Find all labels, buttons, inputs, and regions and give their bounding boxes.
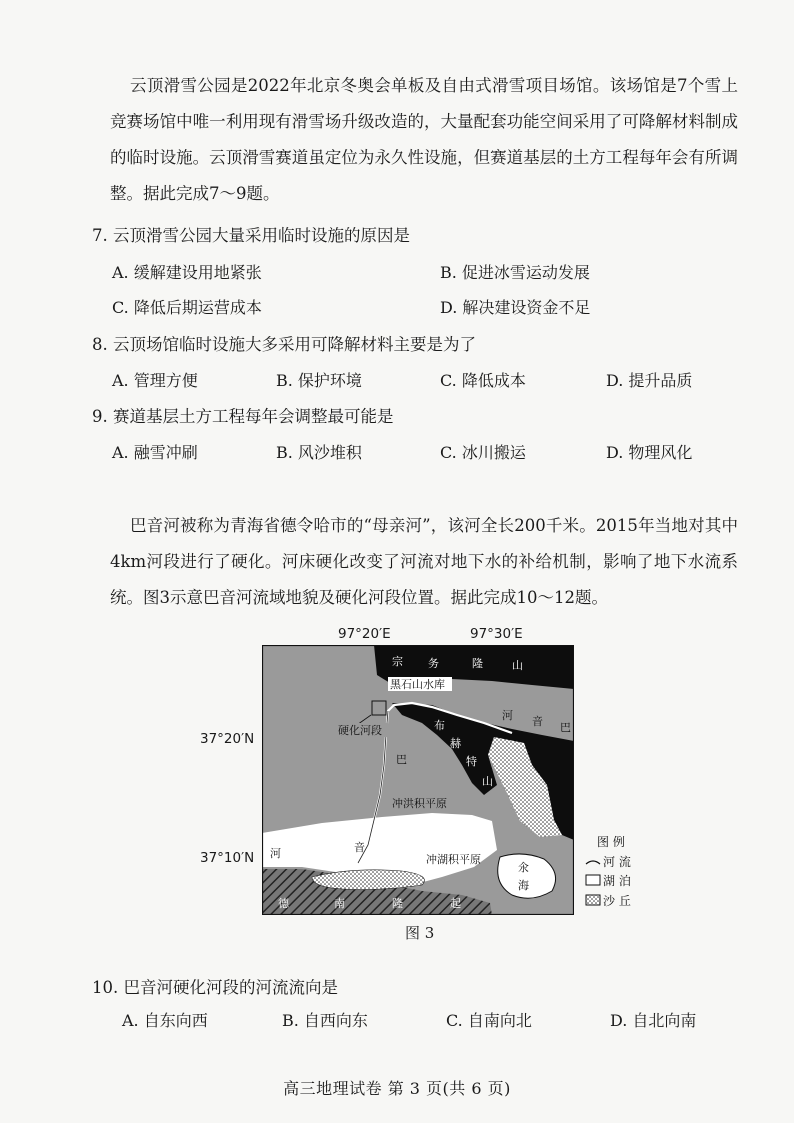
river-upper-char-2: 音: [532, 715, 543, 728]
q10-option-c: C. 自南向北: [446, 1011, 532, 1030]
q8-option-b: B. 保护环境: [276, 371, 362, 390]
legend-river-label: 河 流: [603, 855, 631, 869]
mtn-bh-char-4: 山: [482, 775, 493, 788]
bayin-river-map: [262, 645, 574, 915]
mtn-north-char-2: 务: [428, 657, 439, 670]
q10-option-b: B. 自西向东: [282, 1011, 368, 1030]
q7-option-d: D. 解决建设资金不足: [440, 298, 591, 317]
river-char-he: 河: [270, 847, 281, 860]
q8-option-a: A. 管理方便: [112, 371, 198, 390]
latitude-label-1: 37°20′N: [200, 731, 255, 747]
latitude-label-2: 37°10′N: [200, 850, 255, 866]
legend-dune-label: 沙 丘: [603, 894, 631, 908]
lake-char-1: 氽: [518, 861, 529, 874]
river-upper-char-3: 巴: [560, 721, 571, 734]
mtn-bh-char-2: 赫: [450, 737, 461, 750]
q7-option-a: A. 缓解建设用地紧张: [112, 263, 262, 282]
q8-option-c: C. 降低成本: [440, 371, 526, 390]
q10-option-a: A. 自东向西: [122, 1011, 208, 1030]
question-10-stem: 10. 巴音河硬化河段的河流流向是: [92, 978, 338, 997]
q9-option-b: B. 风沙堆积: [276, 443, 362, 462]
q9-option-d: D. 物理风化: [606, 443, 693, 462]
hardened-segment-label: 硬化河段: [338, 724, 382, 737]
legend-lake-label: 湖 泊: [603, 874, 631, 888]
lake-char-2: 海: [518, 879, 529, 892]
map-legend: [583, 834, 663, 914]
lake-plain-label: 冲湖积平原: [426, 853, 481, 866]
q9-option-c: C. 冰川搬运: [440, 443, 526, 462]
q10-option-d: D. 自北向南: [610, 1011, 697, 1030]
river-upper-char-1: 河: [502, 709, 513, 722]
q7-option-c: C. 降低后期运营成本: [112, 298, 262, 317]
mtn-bh-char-1: 布: [434, 719, 445, 732]
passage-10-12: 巴音河被称为青海省德令哈市的“母亲河”，该河全长200千米。2015年当地对其中4km河段进行了硬化。河床硬化改变了河流对地下水的补给机制，影响了地下水流系统。图3示意巴音河流域地貌及硬化河段位置。据此完成10～12题。: [110, 516, 738, 607]
question-9-stem: 9. 赛道基层土方工程每年会调整最可能是: [92, 407, 394, 426]
longitude-label-2: 97°30′E: [470, 626, 523, 642]
figure-caption: 图 3: [405, 924, 435, 942]
mtn-south-char-1: 德: [278, 897, 289, 910]
q9-option-a: A. 融雪冲刷: [112, 443, 198, 462]
mtn-bh-char-3: 特: [466, 755, 477, 768]
river-char-ba: 巴: [396, 753, 407, 766]
legend-lake-symbol: [586, 875, 600, 885]
mtn-south-char-3: 隆: [392, 897, 403, 910]
question-8-stem: 8. 云顶场馆临时设施大多采用可降解材料主要是为了: [92, 335, 476, 354]
legend-dune-symbol: [586, 895, 600, 905]
mtn-north-char-1: 宗: [392, 655, 403, 668]
q7-option-b: B. 促进冰雪运动发展: [440, 263, 590, 282]
page-footer: 高三地理试卷 第 3 页(共 6 页): [283, 1079, 511, 1098]
mtn-south-char-2: 南: [334, 897, 345, 910]
question-7-stem: 7. 云顶滑雪公园大量采用临时设施的原因是: [92, 226, 410, 245]
mtn-north-char-3: 隆: [472, 657, 483, 670]
mtn-south-char-4: 起: [450, 897, 461, 910]
river-char-yin: 音: [354, 841, 365, 854]
q8-option-d: D. 提升品质: [606, 371, 693, 390]
longitude-label-1: 97°20′E: [338, 626, 391, 642]
alluvial-plain-label: 冲洪积平原: [392, 797, 447, 810]
legend-river-symbol: [586, 861, 600, 864]
passage-7-9: 云顶滑雪公园是2022年北京冬奥会单板及自由式滑雪项目场馆。该场馆是7个雪上竞赛场馆中唯一利用现有滑雪场升级改造的，大量配套功能空间采用了可降解材料制成的临时设施。云顶滑雪赛道虽定位为永久性设施，但赛道基层的土方工程每年会有所调整。据此完成7～9题。: [110, 76, 738, 203]
legend-title: 图 例: [597, 835, 625, 849]
mtn-north-char-4: 山: [512, 659, 523, 672]
reservoir-label: 黑石山水库: [390, 678, 445, 691]
